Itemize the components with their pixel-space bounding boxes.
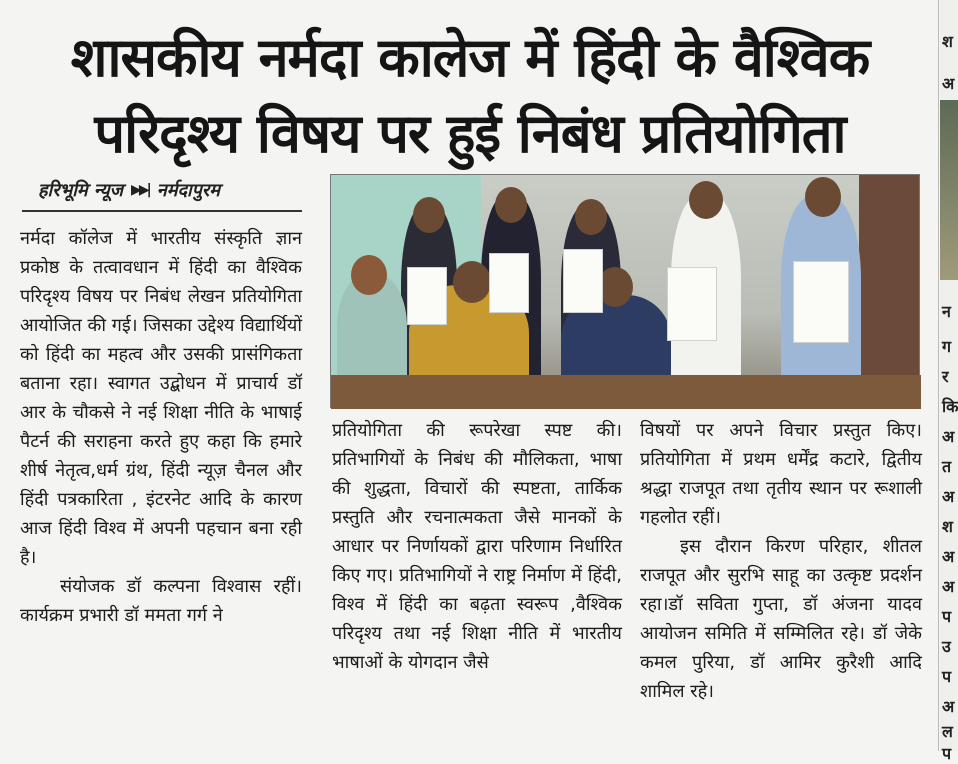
adjacent-char: अ xyxy=(942,547,955,566)
photo-paper xyxy=(489,253,529,313)
byline-arrows-icon: ▶▶| xyxy=(131,182,149,198)
paragraph: प्रतियोगिता की रूपरेखा स्पष्ट की। प्रतिभागियों के निबंध की मौलिकता, भाषा की शुद्धता, विचारों की स्पष्टता, तार्किक प्रस्तुति और रचनात्मकता जैसे मानकों के आधार पर निर्णायकों द्वारा परिणाम निर्धारित किए गए। प्रतिभागियों ने राष्ट्र निर्माण में हिंदी, विश्व में हिंदी का बढ़ता स्वरूप ,वैश्विक परिदृश्य तथा नई शिक्षा नीति में भारतीय भाषाओं के योगदान जैसे xyxy=(332,420,622,673)
byline xyxy=(38,174,300,206)
photo-person-head xyxy=(805,177,841,217)
headline-line-1: शासकीय नर्मदा कालेज में हिंदी के वैश्विक xyxy=(70,26,870,89)
adjacent-char: अ xyxy=(942,74,955,93)
adjacent-char: प xyxy=(942,607,952,626)
adjacent-char: ल xyxy=(942,722,953,741)
paragraph: संयोजक डॉ कल्पना विश्वास रहीं।कार्यक्रम प्रभारी डॉ ममता गर्ग ने xyxy=(20,576,302,626)
adjacent-char: र xyxy=(942,367,949,386)
adjacent-photo xyxy=(940,100,958,280)
adjacent-char: श xyxy=(942,32,953,51)
article-column-3 xyxy=(640,416,922,734)
event-photo xyxy=(330,174,920,408)
article-column-2 xyxy=(332,416,622,734)
photo-person-head xyxy=(413,197,445,233)
paragraph: विषयों पर अपने विचार प्रस्तुत किए। प्रतियोगिता में प्रथम धर्मेंद्र कटारे, द्वितीय श्रद्धा राजपूत तथा तृतीय स्थान पर रूशाली गहलोत रहीं। xyxy=(640,420,922,528)
photo-paper xyxy=(407,267,447,325)
byline-divider xyxy=(22,210,302,212)
adjacent-char: कि xyxy=(942,397,958,416)
adjacent-char: प xyxy=(942,667,952,686)
photo-person-head xyxy=(453,261,491,303)
photo-table xyxy=(331,375,921,409)
adjacent-char: श xyxy=(942,517,953,536)
photo-door xyxy=(859,175,919,409)
adjacent-char: न xyxy=(942,302,951,321)
photo-person-head xyxy=(575,199,607,235)
adjacent-char: अ xyxy=(942,697,955,716)
adjacent-article-strip xyxy=(940,0,958,763)
adjacent-char: उ xyxy=(942,637,951,656)
paragraph: नर्मदा कॉलेज में भारतीय संस्कृति ज्ञान प्रकोष्ठ के तत्वावधान में हिंदी का वैश्विक परिदृश्य विषय पर निबंध लेखन प्रतियोगिता आयोजित की गई। जिसका उद्देश्य विद्यार्थियों को हिंदी का महत्व और उसकी प्रासंगिकता बताना रहा। स्वागत उद्बोधन में प्राचार्य डॉ आर के चौकसे ने नई शिक्षा नीति के भाषाई पैटर्न की सराहना करते हुए कहा कि हमारे शीर्ष नेतृत्व,धर्म ग्रंथ, हिंदी न्यूज़ चैनल और हिंदी पत्रकारिता , इंटरनेट आदि के कारण आज हिंदी विश्व में अपनी पहचान बना रही है। xyxy=(20,228,302,568)
adjacent-char: अ xyxy=(942,427,955,446)
adjacent-char: अ xyxy=(942,487,955,506)
adjacent-char: त xyxy=(942,457,952,476)
photo-paper xyxy=(793,261,849,343)
adjacent-char: प xyxy=(942,744,952,763)
byline-source: हरिभूमि न्यूज xyxy=(38,180,124,201)
photo-person-head xyxy=(495,187,527,223)
photo-paper xyxy=(667,267,717,341)
photo-person-head xyxy=(351,255,387,295)
photo-paper xyxy=(563,249,603,313)
paragraph: इस दौरान किरण परिहार, शीतल राजपूत और सुरभि साहू का उत्कृष्ट प्रदर्शन रहा।डॉ सविता गुप्ता, डॉ अंजना यादव आयोजन समिति में सम्मिलित रहे। डॉ जेके कमल पुरिया, डॉ आमिर कुरैशी आदि शामिल रहे। xyxy=(640,536,922,702)
headline-line-2: परिदृश्य विषय पर हुई निबंध प्रतियोगिता xyxy=(94,102,846,165)
column-divider xyxy=(938,0,939,751)
adjacent-char: अ xyxy=(942,577,955,596)
adjacent-char: ग xyxy=(942,337,952,356)
article-column-1 xyxy=(20,224,302,734)
photo-person-head xyxy=(689,181,723,219)
byline-place: नर्मदापुरम xyxy=(156,180,221,201)
